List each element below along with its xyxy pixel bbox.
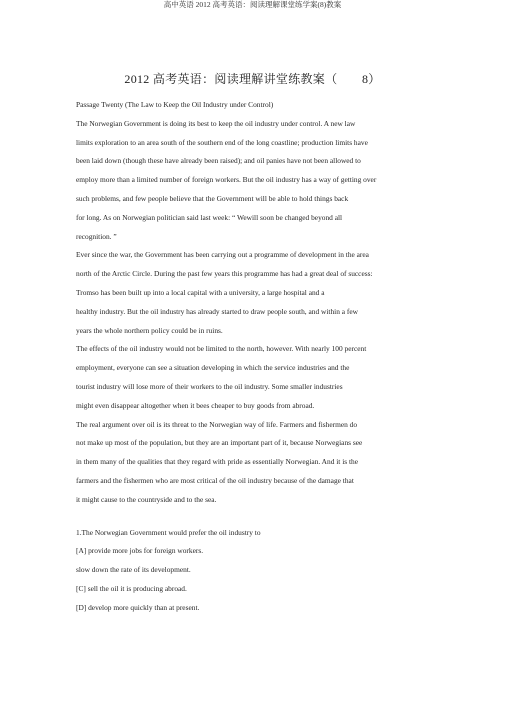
text-line: healthy industry. But the oil industry has already started to draw people south, and within a few: [76, 306, 358, 316]
document-body: [76, 96, 446, 618]
text-line: recognition. ”: [76, 231, 117, 241]
text-line: been laid down (though these have already been raised); and oil panies have not been allowed to: [76, 156, 361, 166]
document-title: 2012 高考英语：阅读理解讲堂练教案（ 8）: [124, 72, 381, 86]
text-line: for long. As on Norwegian politician said last week: “ Wewill soon be changed beyond all: [76, 212, 343, 222]
text-line: might even disappear altogether when it bees cheaper to buy goods from abroad.: [76, 400, 315, 410]
option-a: [A] provide more jobs for foreign workers.: [76, 546, 204, 556]
text-line: employ more than a limited number of foreign workers. But the oil industry has a way of getting over: [76, 175, 377, 185]
page-header: 高中英语 2012 高考英语：阅读理解课堂练学案(8)教案: [163, 0, 342, 9]
text-line: north of the Arctic Circle. During the past few years this programme has had a great deal of success:: [76, 269, 373, 279]
paragraph-4: [76, 416, 446, 510]
paragraph-2: [76, 246, 446, 340]
question-1: [76, 524, 446, 618]
text-line: The Norwegian Government is doing its best to keep the oil industry under control. A new law: [76, 118, 356, 128]
paragraph-3: [76, 340, 446, 415]
text-line: it might cause to the countryside and to the sea.: [76, 494, 217, 504]
text-line: Tromso has been built up into a local capital with a university, a large hospital and a: [76, 287, 325, 297]
text-line: such problems, and few people believe that the Government will be able to hold things back: [76, 193, 349, 203]
text-line: not make up most of the population, but they are an important part of it, because Norwegians see: [76, 438, 363, 448]
text-line: farmers and the fishermen who are most critical of the oil industry because of the damage that: [76, 475, 354, 485]
text-line: The effects of the oil industry would not be limited to the north, however. With nearly 100 percent: [76, 344, 367, 354]
paragraph-1: [76, 115, 446, 247]
option-b: slow down the rate of its development.: [76, 565, 191, 575]
text-line: tourist industry will lose more of their workers to the oil industry. Some smaller industries: [76, 381, 343, 391]
text-line: limits exploration to an area south of the southern end of the long coastline; production limits have: [76, 137, 368, 147]
text-line: in them many of the qualities that they regard with pride as essentially Norwegian. And it is the: [76, 457, 359, 467]
text-line: employment, everyone can see a situation developing in which the service industries and the: [76, 363, 350, 373]
passage-heading: Passage Twenty (The Law to Keep the Oil Industry under Control): [76, 100, 274, 109]
option-c: [C] sell the oil it is producing abroad.: [76, 583, 187, 593]
question-stem: 1.The Norwegian Government would prefer the oil industry to: [76, 527, 261, 537]
text-line: years the whole northern policy could be in ruins.: [76, 325, 223, 335]
option-d: [D] develop more quickly than at present.: [76, 602, 200, 612]
text-line: The real argument over oil is its threat to the Norwegian way of life. Farmers and fishermen do: [76, 419, 358, 429]
text-line: Ever since the war, the Government has been carrying out a programme of development in the area: [76, 250, 369, 260]
